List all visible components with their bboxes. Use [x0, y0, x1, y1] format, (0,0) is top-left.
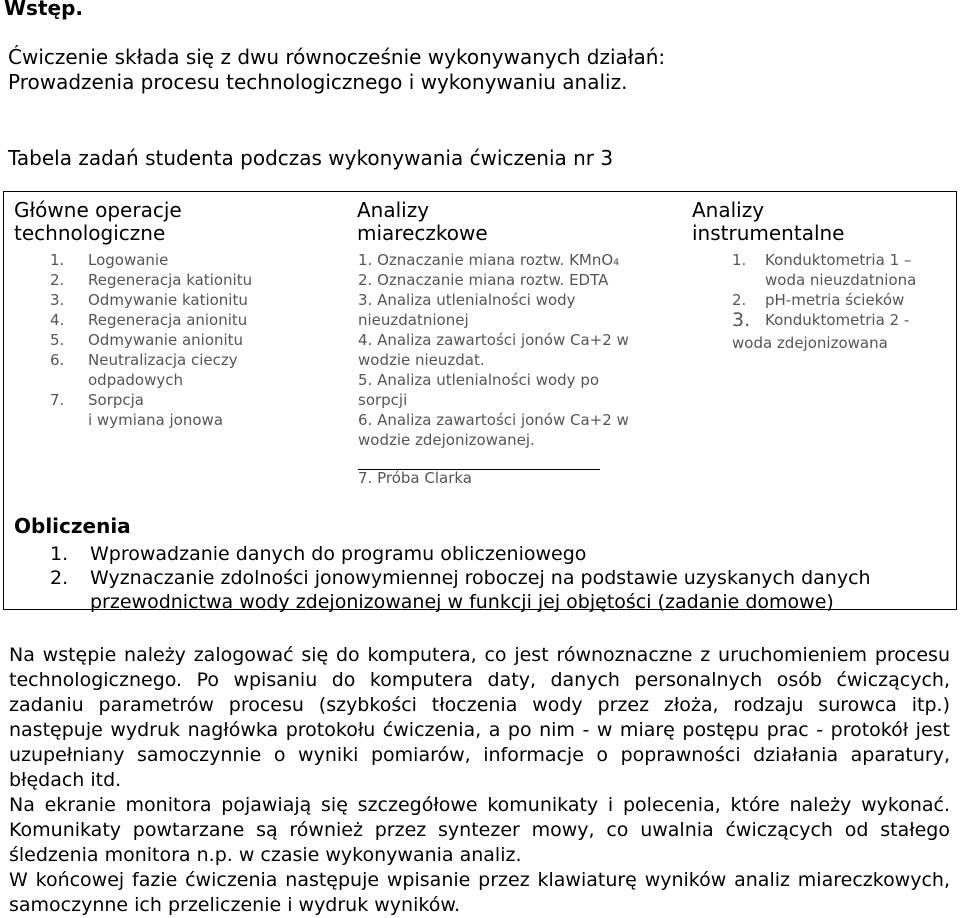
list-line: 6. Analiza zawartości jonów Ca+2 w: [358, 411, 629, 429]
list-item-continuation: odpadowych: [88, 371, 184, 389]
list-item: 2. pH-metria ścieków: [732, 291, 905, 309]
list-line: nieuzdatnionej: [358, 311, 469, 329]
heading-line: Analizy: [357, 198, 430, 222]
list-item: 1. Konduktometria 1 –: [732, 251, 912, 269]
main-ops-list: [50, 250, 252, 430]
titration-list: [358, 250, 629, 450]
list-item: 1. Logowanie: [50, 251, 169, 269]
heading-line: miareczkowe: [357, 221, 488, 245]
list-item-continuation: i wymiana jonowa: [88, 411, 224, 429]
calculations-heading: Obliczenia: [14, 514, 131, 538]
intro-line-2: Prowadzenia procesu technologicznego i wykonywaniu analiz.: [8, 70, 628, 94]
list-item: 4. Regeneracja anionitu: [50, 311, 248, 329]
table-title: Tabela zadań studenta podczas wykonywania ćwiczenia nr 3: [8, 146, 614, 170]
list-line: 4. Analiza zawartości jonów Ca+2 w: [358, 331, 629, 349]
list-line: 3. Analiza utlenialności wody: [358, 291, 576, 309]
body-paragraph: Na wstępie należy zalogować się do komputera, co jest równoznaczne z uruchomieniem procesu technologicznego. Po wpisaniu do komputera daty, danych personalnych osób ćwiczących, zadaniu parametrów procesu (szybkości tłoczenia wody przez złoża, rodzaju surowca itp.) następuje wydruk nagłówka protokołu ćwiczenia, a po nim - w miarę postępu prac - protokół jest uzupełniany samoczynnie o wyniki pomiarów, informacje o poprawności działania aparatury, błędach itd.: [9, 644, 950, 791]
list-item: 5. Odmywanie anionitu: [50, 331, 244, 349]
list-item: 2. Wyznaczanie zdolności jonowymiennej roboczej na podstawie uzyskanych danych: [50, 567, 871, 589]
list-line: 2. Oznaczanie miana roztw. EDTA: [358, 271, 609, 289]
heading-line: instrumentalne: [692, 221, 845, 245]
list-line: sorpcji: [358, 391, 408, 409]
list-item: 7. Sorpcja: [50, 391, 144, 409]
list-item-continuation: przewodnictwa wody zdejonizowanej w funkcji jej objętości (zadanie domowe): [90, 591, 834, 613]
body-paragraph: Na ekranie monitora pojawiają się szczegółowe komunikaty i polecenia, które należy wykonać. Komunikaty powtarzane są również przez syntezer mowy, co uwalnia ćwiczących od stałego śledzenia monitora n.p. w czasie wykonywania analiz.: [9, 794, 950, 866]
intro-line-1: Ćwiczenie składa się z dwu równocześnie wykonywanych działań:: [8, 45, 666, 69]
list-line: 1. Oznaczanie miana roztw. KMnO₄: [358, 251, 620, 269]
heading-line: Analizy: [692, 198, 765, 222]
list-item: 3. Odmywanie kationitu: [50, 291, 248, 309]
instrumental-list: [732, 250, 916, 330]
column-heading-main-ops: [14, 199, 182, 245]
column-heading-titration: [357, 199, 488, 245]
heading-line: Główne operacje: [14, 198, 182, 222]
list-item: 6. Neutralizacja cieczy: [50, 351, 238, 369]
list-line: 7. Próba Clarka: [358, 469, 472, 487]
calculations-list: [50, 542, 871, 614]
heading-line: technologiczne: [14, 221, 166, 245]
list-item: 3. Konduktometria 2 -: [732, 309, 910, 331]
list-item: 2. Regeneracja kationitu: [50, 271, 253, 289]
list-item: 1. Wprowadzanie danych do programu obliczeniowego: [50, 543, 587, 565]
page-title: Wstęp.: [4, 0, 84, 20]
list-line: wodzie nieuzdat.: [358, 351, 485, 369]
list-line: wodzie zdejonizowanej.: [358, 431, 535, 449]
column-heading-instrumental: [692, 199, 845, 245]
list-item-continuation: woda nieuzdatniona: [765, 271, 917, 289]
body-paragraph: W końcowej fazie ćwiczenia następuje wpisanie przez klawiaturę wyników analiz miareczkowych, samoczynne ich przeliczenie i wydruk wyników.: [9, 869, 950, 916]
list-line: 5. Analiza utlenialności wody po: [358, 371, 600, 389]
list-item-continuation: woda zdejonizowana: [732, 334, 888, 352]
